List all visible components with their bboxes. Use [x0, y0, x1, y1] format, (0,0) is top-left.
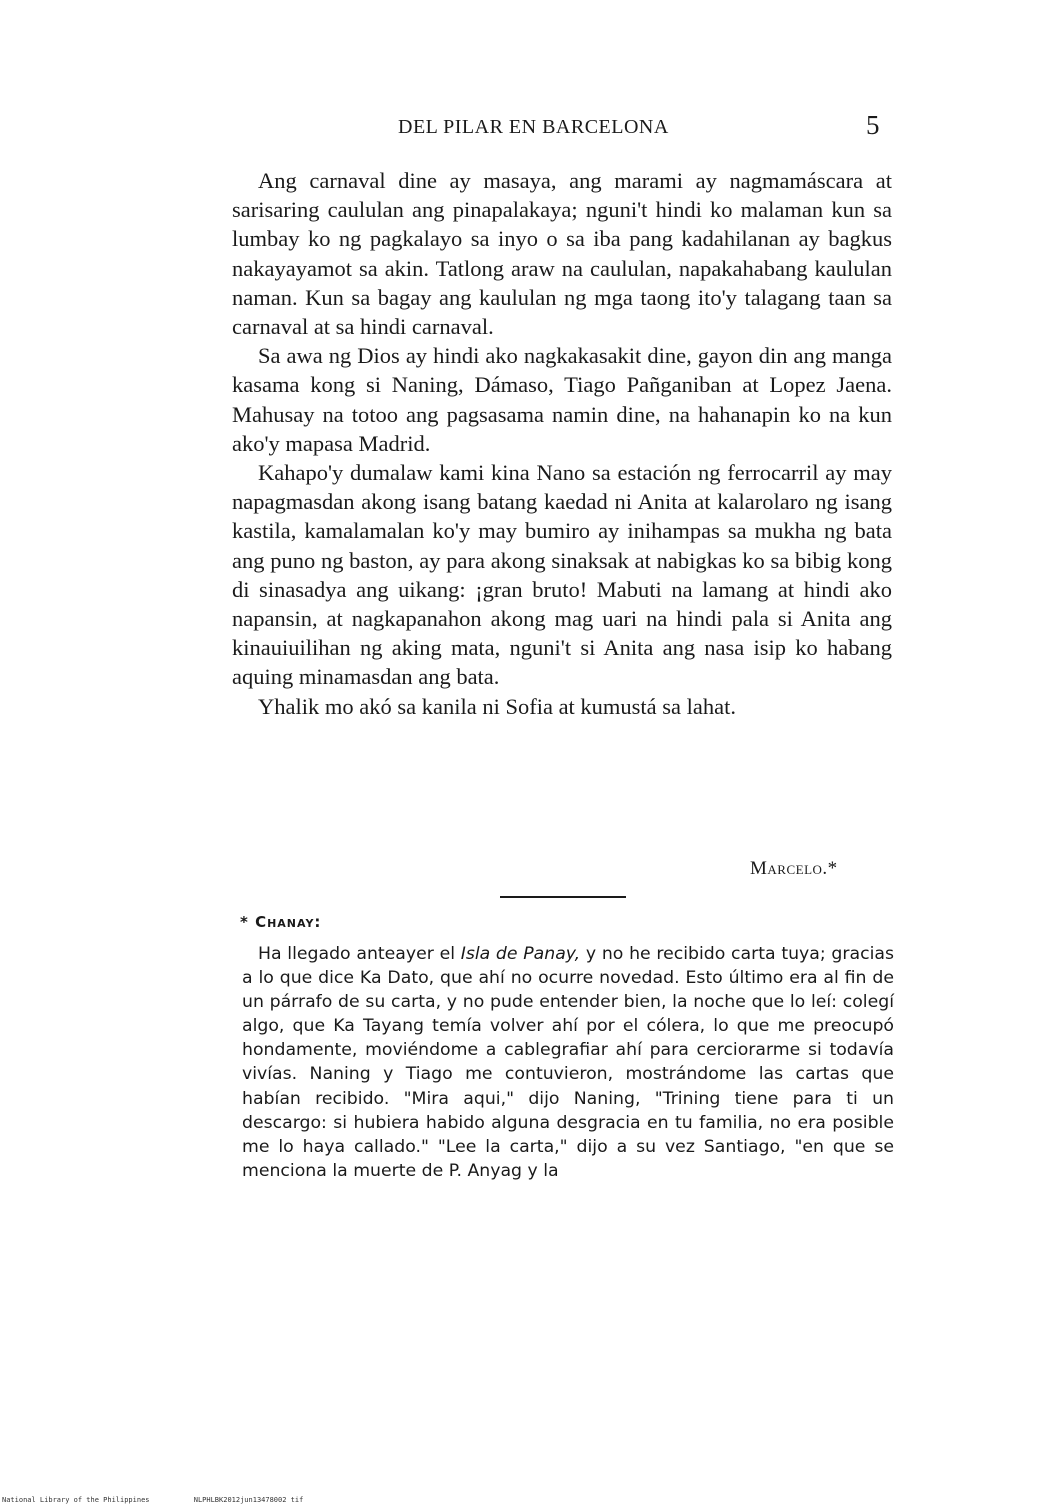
scan-footer: [2, 1496, 343, 1504]
scan-file-id: NLPHLBK2012jun13478002 tif: [193, 1496, 304, 1504]
footnote-text: [242, 942, 894, 1183]
letter-paragraph-4: Yhalik mo akó sa kanila ni Sofia at kumustá sa lahat.: [258, 693, 737, 719]
footnote-divider: [500, 896, 626, 898]
footnote-text-part2: y no he recibido carta tuya; gracias a lo que dice Ka Dato, que ahí no ocurre novedad. Esto último era al fin de un párrafo de su carta, y no pude entender bien, la noche que lo leí: colegí algo, que Ka Tayang temía volver ahí por el cólera, lo que me preocupó hondamente, moviéndome a cablegrafiar ahí para cerciorarme si todavía vivías. Naning y Tiago me contuvieron, mostrándome las cartas que habían recibido. "Mira aqui," dijo Naning, "Trining tiene para ti un descargo: si hubiera habido alguna desgracia en tu familia, no era posible me lo haya callado." "Lee la carta," dijo a su vez Santiago, "en que se menciona la muerte de P. Anyag y la: [242, 944, 894, 1181]
letter-paragraph-2: Sa awa ng Dios ay hindi ako nagkakasakit dine, gayon din ang manga kasama kong si Naning, Dámaso, Tiago Pañganiban at Lopez Jaena. Mahusay na totoo ang pagsasama namin dine, na hahanapin ko na kun ako'y mapasa Madrid.: [232, 343, 892, 456]
letter-body: [232, 166, 892, 721]
scan-library-name: National Library of the Philippines: [2, 1496, 150, 1504]
footnote-ship-name: Isla de Panay,: [460, 944, 581, 964]
letter-signature: Marcelo.*: [750, 858, 838, 879]
footnote-text-part1: Ha llegado anteayer el: [258, 944, 461, 964]
running-title: DEL PILAR EN BARCELONA: [398, 116, 669, 138]
letter-paragraph-3: Kahapo'y dumalaw kami kina Nano sa estación ng ferrocarril ay may napagmasdan akong isang batang kaedad ni Anita at kalarolaro ng isang kastila, kamalamalan ko'y may bumiro ay inihampas sa mukha ng bata ang puno ng baston, ay para akong sinaksak at nabigkas ko sa bibig kong di sinasadya ang uikang: ¡gran bruto! Mabuti na lamang at hindi ako napansin, at nagkapanahon akong mag uari na hindi pala si Anita ang kinauiuilihan ng aking mata, nguni't si Anita ang nasa isip ko habang aquing minamasdan ang bata.: [232, 460, 892, 690]
letter-paragraph-1: Ang carnaval dine ay masaya, ang marami ay nagmamáscara at sarisaring caululan ang pinapalakaya; nguni't hindi ko malaman kun sa lumbay ko ng pagkalayo sa inyo o sa iba pang kadahilanan ay bagkus nakayayamot sa akin. Tatlong araw na caululan, napakahabang kaululan naman. Kun sa bagay ang kaululan ng mga taong ito'y talagang taan sa carnaval at sa hindi carnaval.: [232, 168, 892, 340]
footnote-label: * Chanay:: [240, 913, 322, 931]
page-number: 5: [866, 110, 880, 140]
